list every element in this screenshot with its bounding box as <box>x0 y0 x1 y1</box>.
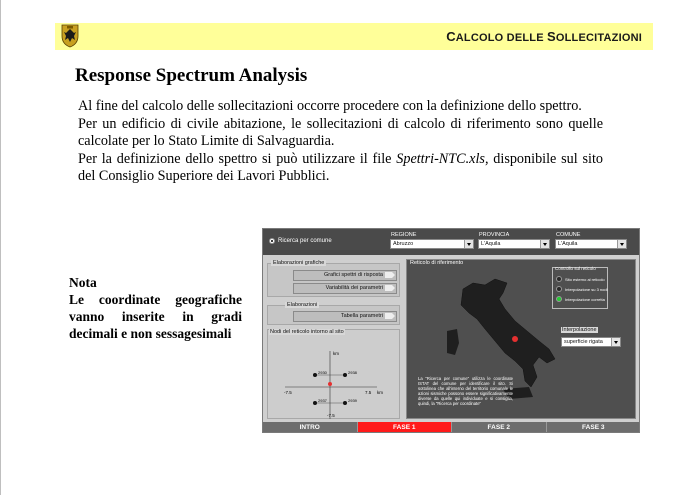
button-label: Tabella parametri <box>340 313 383 319</box>
regione-label: REGIONE <box>391 232 417 238</box>
paragraph <box>78 151 603 186</box>
site-marker <box>512 336 518 342</box>
interpolazione-value: superficie rigata <box>564 339 603 345</box>
node-id: 2938 <box>348 370 357 375</box>
led-icon <box>556 276 562 282</box>
radio-label: Ricerca per comune <box>278 238 332 244</box>
note-title: Nota <box>69 275 97 290</box>
note-text: Le coordinate geografiche vanno inserite in gradi decimali e non sessagesimali <box>69 292 242 341</box>
node-id: 2930 <box>318 370 327 375</box>
led-label: Sito esterno al reticolo <box>565 277 605 282</box>
arrow-right-icon <box>385 313 395 319</box>
regione-value: Abruzzo <box>393 241 414 247</box>
tick-label: -7.5 <box>284 390 292 395</box>
button-label: Variabilità dei parametri <box>325 285 383 291</box>
node-id: 2937 <box>318 398 327 403</box>
interpolazione-label: Interpolazione <box>562 327 597 333</box>
comune-select[interactable] <box>555 239 627 249</box>
node-point <box>313 401 317 405</box>
paragraph: Al fine del calcolo delle sollecitazioni occorre procedere con la definizione dello spettro. <box>78 98 582 114</box>
chevron-down-icon <box>611 338 620 346</box>
provincia-label: PROVINCIA <box>479 232 510 238</box>
tab-fase-1[interactable]: FASE 1 <box>358 422 453 433</box>
axis-label: km <box>333 351 339 356</box>
interpolazione-select[interactable] <box>561 337 621 347</box>
variabilita-parametri-button[interactable] <box>293 283 397 294</box>
file-name: Spettri-NTC.xls <box>396 150 485 167</box>
controllo-title: Controllo sul reticolo <box>555 266 596 271</box>
tab-fase-2[interactable]: FASE 2 <box>452 422 547 433</box>
spettri-app-screenshot <box>262 228 640 433</box>
crest-icon <box>59 24 81 48</box>
regione-select[interactable] <box>390 239 474 249</box>
body-text <box>78 98 603 186</box>
chevron-down-icon <box>464 240 473 248</box>
led-label: Interpolazione corretta <box>565 297 605 302</box>
arrow-right-icon <box>385 272 395 278</box>
group-label: Elaborazioni <box>287 302 318 308</box>
title-initial: S <box>547 29 556 44</box>
section-title <box>446 29 642 44</box>
radio-icon <box>269 238 275 244</box>
info-text: La "Ricerca per comune" utilizza le coordinate ISTAT del comune per identificare il sito. Si sottolinea che all'interno del territorio comunale le azioni sismiche possono essere significativamente diverse da quelle qui individuate e si consiglia, quindi, la "Ricerca per coordinate" <box>418 376 513 406</box>
tab-fase-3[interactable]: FASE 3 <box>547 422 641 433</box>
chevron-down-icon <box>617 240 626 248</box>
tabella-parametri-button[interactable] <box>293 311 397 322</box>
arrow-right-icon <box>385 285 395 291</box>
comune-value: L'Aquila <box>558 241 578 247</box>
provincia-value: L'Aquila <box>481 241 501 247</box>
led-label: Interpolazione su 3 nodi <box>565 287 608 292</box>
group-label: Elaborazioni grafiche <box>273 260 325 266</box>
node-id: 2939 <box>348 398 357 403</box>
nodi-label: Nodi del reticolo intorno al sito <box>270 329 344 335</box>
comune-label: COMUNE <box>556 232 581 238</box>
search-mode-radio[interactable] <box>269 238 332 244</box>
fase-tabs <box>263 422 640 433</box>
chevron-down-icon <box>540 240 549 248</box>
tick-label: 7.5 <box>365 390 372 395</box>
button-label: Grafici spettri di risposta <box>324 272 383 278</box>
title-part: OLLECITAZIONI <box>555 32 642 44</box>
led-icon <box>556 296 562 302</box>
paragraph-text: Per la definizione dello spettro si può utilizzare il file <box>78 150 397 167</box>
led-icon <box>556 286 562 292</box>
tab-intro[interactable]: INTRO <box>263 422 358 433</box>
grafici-spettri-button[interactable] <box>293 270 397 281</box>
tick-label: -7.5 <box>327 413 335 418</box>
note <box>69 274 242 342</box>
reticolo-label: Reticolo di riferimento <box>410 260 464 266</box>
paragraph: Per un edificio di civile abitazione, le sollecitazioni di calcolo di riferimento sono quelle calcolate per lo Stato Limite di Salvaguardia. <box>78 115 603 149</box>
node-point <box>343 373 347 377</box>
node-point <box>343 401 347 405</box>
site-point <box>328 382 332 386</box>
slide-title: Response Spectrum Analysis <box>75 65 308 86</box>
paragraph-text: , disponibile sul sito del Consiglio Superiore dei Lavori Pubblici. <box>78 150 603 184</box>
node-point <box>313 373 317 377</box>
title-initial: C <box>446 29 456 44</box>
axis-label: km <box>377 390 383 395</box>
nodes-plot <box>267 337 400 419</box>
title-part: ALCOLO DELLE <box>455 32 547 44</box>
provincia-select[interactable] <box>478 239 550 249</box>
